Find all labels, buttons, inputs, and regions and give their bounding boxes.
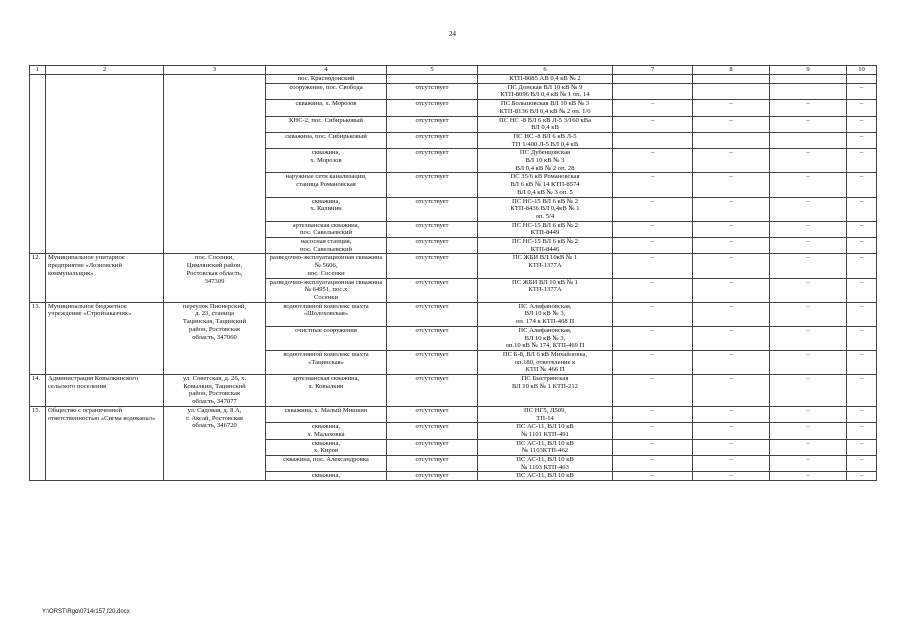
col9-cell: – — [770, 456, 847, 472]
col8-cell: – — [693, 302, 770, 326]
power-source-cell: ПС АС-11, ВЛ 10 кВ — [478, 472, 613, 481]
power-source-cell: ПС Быстрянская ВЛ 10 кВ № 1 КТП-212 — [478, 375, 613, 407]
col8-cell: – — [693, 221, 770, 237]
object-cell: скважина, х. Киров — [266, 439, 387, 455]
col10-cell: – — [847, 375, 877, 407]
power-source-cell: ПС ЖБИ ВЛ 10кВ № 1 КТП-1377А — [478, 254, 613, 278]
col7-cell: – — [613, 116, 693, 132]
org-cell: Общество с ограниченной ответственностью «Сигма водоканал» — [46, 406, 164, 480]
col8-cell: – — [693, 406, 770, 422]
object-cell: сооружение, пос. Свобода — [266, 83, 387, 99]
status-cell: отсутствует — [387, 149, 478, 173]
file-path-footer: Y:\ORST\Rgo\0714r157.f20.docx — [42, 609, 130, 615]
address-cell: ул. Садовая, д. 8 А, г. Аксай, Ростовская область, 346720 — [164, 406, 266, 480]
status-cell: отсутствует — [387, 472, 478, 481]
col8-cell — [693, 75, 770, 84]
address-cell — [164, 75, 266, 254]
power-source-cell: ПС НС-15 ВЛ 6 кВ № 2 КТП-8436 ВЛ 0,4кВ № 1 оп. 5/4 — [478, 197, 613, 221]
col10-cell: – — [847, 197, 877, 221]
status-cell: отсутствует — [387, 100, 478, 116]
org-cell — [46, 75, 164, 254]
status-cell: отсутствует — [387, 439, 478, 455]
col8-cell: – — [693, 456, 770, 472]
col9-cell: – — [770, 173, 847, 197]
status-cell: отсутствует — [387, 302, 478, 326]
col9-cell: – — [770, 406, 847, 422]
col9-cell — [770, 132, 847, 148]
power-source-cell: ПС НС-15 ВЛ 6 кВ № 2 КТП-8449 — [478, 221, 613, 237]
col9-cell: – — [770, 375, 847, 407]
col8-cell: – — [693, 326, 770, 350]
col8-cell: – — [693, 238, 770, 254]
header-cell: 1 — [30, 66, 46, 75]
col7-cell — [613, 132, 693, 148]
col7-cell: – — [613, 456, 693, 472]
header-cell: 8 — [693, 66, 770, 75]
header-cell: 3 — [164, 66, 266, 75]
col10-cell: – — [847, 221, 877, 237]
col9-cell: – — [770, 350, 847, 374]
col9-cell: – — [770, 221, 847, 237]
power-source-cell: ПС АС-11, ВЛ 10 кВ № 1101 КТП-491 — [478, 423, 613, 439]
col9-cell: – — [770, 423, 847, 439]
object-cell: насосная станция, пос. Савельевский — [266, 238, 387, 254]
col8-cell: – — [693, 350, 770, 374]
status-cell: отсутствует — [387, 456, 478, 472]
header-row — [30, 66, 877, 75]
col10-cell: – — [847, 100, 877, 116]
power-source-cell: ПС Б-8, ВЛ 6 кВ Михайловка, оп.180, ответвление к КТП № 466 П — [478, 350, 613, 374]
col10-cell: – — [847, 472, 877, 481]
col8-cell: – — [693, 149, 770, 173]
status-cell: отсутствует — [387, 254, 478, 278]
col8-cell — [693, 83, 770, 99]
object-cell: водоотливной комплекс шахта «Тацинская» — [266, 350, 387, 374]
col9-cell: – — [770, 197, 847, 221]
col10-cell — [847, 75, 877, 84]
col7-cell: – — [613, 278, 693, 302]
col8-cell: – — [693, 278, 770, 302]
object-cell: очистные сооружения — [266, 326, 387, 350]
col7-cell: – — [613, 149, 693, 173]
col10-cell: – — [847, 173, 877, 197]
header-cell: 9 — [770, 66, 847, 75]
table-row — [30, 75, 877, 84]
object-cell: водоотливной комплекс шахта «Шолоховская» — [266, 302, 387, 326]
status-cell: отсутствует — [387, 197, 478, 221]
table-row — [30, 406, 877, 422]
status-cell: отсутствует — [387, 406, 478, 422]
col10-cell: – — [847, 149, 877, 173]
header-cell: 2 — [46, 66, 164, 75]
object-cell: разведочно-эксплуатационная скважина № 5606, пос. Сосенки — [266, 254, 387, 278]
col8-cell: – — [693, 254, 770, 278]
status-cell: отсутствует — [387, 116, 478, 132]
object-cell: скважина, х. Малаховка — [266, 423, 387, 439]
address-cell: переулок Пионерский, д. 23, станица Тацинская, Тацинский район, Ростовская область, 347060 — [164, 302, 266, 374]
col10-cell: – — [847, 439, 877, 455]
col9-cell: – — [770, 439, 847, 455]
power-source-cell: ПС НГ5, Л509, ТП-14 — [478, 406, 613, 422]
status-cell: отсутствует — [387, 173, 478, 197]
status-cell: отсутствует — [387, 350, 478, 374]
col9-cell: – — [770, 302, 847, 326]
header-cell: 10 — [847, 66, 877, 75]
status-cell: отсутствует — [387, 83, 478, 99]
status-cell: отсутствует — [387, 326, 478, 350]
col10-cell: – — [847, 83, 877, 99]
col9-cell: – — [770, 100, 847, 116]
col7-cell: – — [613, 406, 693, 422]
col7-cell: – — [613, 302, 693, 326]
col8-cell: – — [693, 375, 770, 407]
col10-cell: – — [847, 254, 877, 278]
object-cell: скважина, х. Морозов — [266, 100, 387, 116]
col7-cell: – — [613, 254, 693, 278]
address-cell: ул. Советская, д. 26, х. Ковылкин, Тацинский район, Ростовская область, 347077 — [164, 375, 266, 407]
col8-cell: – — [693, 423, 770, 439]
object-cell: пос. Краснодонский — [266, 75, 387, 84]
status-cell: отсутствует — [387, 221, 478, 237]
col7-cell: – — [613, 472, 693, 481]
col10-cell: – — [847, 132, 877, 148]
num-cell: 12. — [30, 254, 46, 302]
table-row — [30, 375, 877, 407]
col9-cell: – — [770, 238, 847, 254]
power-source-cell: ПС ЖБИ ВЛ 10 кВ № 1 КТП-1377А — [478, 278, 613, 302]
col7-cell: – — [613, 439, 693, 455]
col10-cell: – — [847, 350, 877, 374]
object-cell: разведочно-эксплуатационная скважина № 64951, пос.х Сосенки — [266, 278, 387, 302]
power-source-cell: ПС Алифановская, ВЛ 10 кВ № 3, оп.10 кВ № 174, КТП-469 П — [478, 326, 613, 350]
object-cell: артезианская скважина, х. Ковылкин — [266, 375, 387, 407]
num-cell: 15. — [30, 406, 46, 480]
col7-cell: – — [613, 197, 693, 221]
col10-cell: – — [847, 116, 877, 132]
status-cell: отсутствует — [387, 375, 478, 407]
col8-cell — [693, 132, 770, 148]
object-cell: скважина, пос. Сибирьковый — [266, 132, 387, 148]
col7-cell: – — [613, 221, 693, 237]
col8-cell: – — [693, 116, 770, 132]
col9-cell: – — [770, 326, 847, 350]
power-source-cell: ПС НС-15 ВЛ 6 кВ № 2 КТП-8446 — [478, 238, 613, 254]
status-cell: отсутствует — [387, 132, 478, 148]
power-source-cell: ПС Донская ВЛ 10 кВ № 9 КТП-8096 ВЛ 0,4 кВ № 1 оп. 14 — [478, 83, 613, 99]
col10-cell: – — [847, 278, 877, 302]
power-source-cell: ПС Большовская ВЛ 10 кВ № 3 КТП-8136 ВЛ 0,4 кВ № 2 оп. 1/6 — [478, 100, 613, 116]
col7-cell — [613, 75, 693, 84]
num-cell: 13. — [30, 302, 46, 374]
col8-cell: – — [693, 472, 770, 481]
table-row — [30, 302, 877, 326]
num-cell: 14. — [30, 375, 46, 407]
col9-cell: – — [770, 254, 847, 278]
object-cell: скважина, пос. Александровка — [266, 456, 387, 472]
col10-cell: – — [847, 238, 877, 254]
col10-cell: – — [847, 302, 877, 326]
power-source-cell: КТП-8085 АВ 0,4 кВ № 2 — [478, 75, 613, 84]
col10-cell: – — [847, 456, 877, 472]
org-cell: Администрация Ковылкинского сельского поселения — [46, 375, 164, 407]
page-number: 24 — [449, 30, 456, 38]
col7-cell — [613, 83, 693, 99]
col7-cell: – — [613, 375, 693, 407]
table-row — [30, 254, 877, 278]
object-cell: скважина, х. Калинин — [266, 197, 387, 221]
status-cell: отсутствует — [387, 423, 478, 439]
header-cell: 6 — [478, 66, 613, 75]
col8-cell: – — [693, 439, 770, 455]
object-cell: скважина, х. Морозов — [266, 149, 387, 173]
object-cell: наружные сети канализации, станица Романовская — [266, 173, 387, 197]
header-cell: 7 — [613, 66, 693, 75]
col9-cell: – — [770, 472, 847, 481]
col10-cell: – — [847, 406, 877, 422]
power-source-cell: ПС НС -8 ВЛ 6 кВ Л-5 3/160 кВа ВЛ 0,4 кВ — [478, 116, 613, 132]
power-source-cell: ПС Дубенцовская ВЛ 10 кВ № 3 ВЛ 0,4 кВ № 2 оп. 28 — [478, 149, 613, 173]
col9-cell: – — [770, 278, 847, 302]
col9-cell — [770, 83, 847, 99]
object-cell: скважина, — [266, 472, 387, 481]
header-cell: 5 — [387, 66, 478, 75]
status-cell: отсутствует — [387, 278, 478, 302]
col7-cell: – — [613, 326, 693, 350]
col9-cell — [770, 75, 847, 84]
org-cell: Муниципальное бюджетное учреждение «Стройзаказчик» — [46, 302, 164, 374]
col7-cell: – — [613, 238, 693, 254]
col9-cell: – — [770, 116, 847, 132]
power-source-cell: ПС 35/6 кВ Романовская ВЛ 6 кВ № 14 КТП-8574 ВЛ 0,4 кВ № 3 оп. 5 — [478, 173, 613, 197]
data-table — [29, 65, 877, 481]
col10-cell: – — [847, 423, 877, 439]
status-cell — [387, 75, 478, 84]
org-cell: Муниципальное унитарное предприятие «Лозновский коммунальщик» — [46, 254, 164, 302]
power-source-cell: ПС АС-11, ВЛ 10 кВ № 1103 КТП-463 — [478, 456, 613, 472]
object-cell: скважина, х. Малый Мишкин — [266, 406, 387, 422]
col7-cell: – — [613, 423, 693, 439]
status-cell: отсутствует — [387, 238, 478, 254]
col9-cell: – — [770, 149, 847, 173]
col7-cell: – — [613, 350, 693, 374]
num-cell — [30, 75, 46, 254]
col7-cell: – — [613, 100, 693, 116]
object-cell: артезианская скважина, пос. Савельевский — [266, 221, 387, 237]
object-cell: КНС-2, пос. Сибирьковый — [266, 116, 387, 132]
col8-cell: – — [693, 173, 770, 197]
col8-cell: – — [693, 100, 770, 116]
col8-cell: – — [693, 197, 770, 221]
power-source-cell: ПС Алифановская, ВЛ 10 кВ № 3, оп. 174 к КТП-468 П — [478, 302, 613, 326]
col10-cell: – — [847, 326, 877, 350]
power-source-cell: ПС НС -8 ВЛ 6 кВ Л-5 ТП 1/400 Л-5 ВЛ 0,4 кВ — [478, 132, 613, 148]
address-cell: пос. Сосенки, Цимлянский район, Ростовская область, 347309 — [164, 254, 266, 302]
header-cell: 4 — [266, 66, 387, 75]
col7-cell: – — [613, 173, 693, 197]
power-source-cell: ПС АС-11, ВЛ 10 кВ № 1103КТП-462 — [478, 439, 613, 455]
